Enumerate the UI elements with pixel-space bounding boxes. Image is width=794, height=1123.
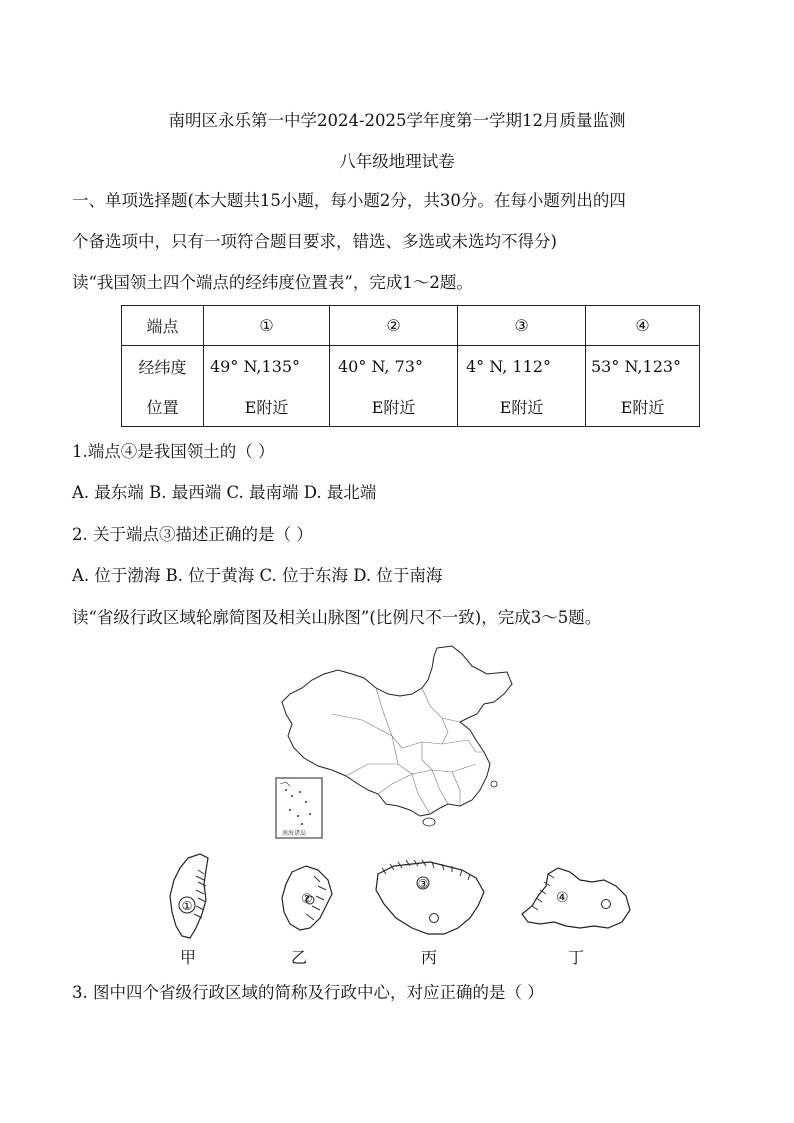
table-header-row bbox=[122, 306, 700, 346]
province-label-jia: 甲 bbox=[180, 948, 197, 967]
marker-3: ③ bbox=[417, 877, 429, 891]
table-cell: E附近 bbox=[204, 386, 330, 427]
marker-4: ④ bbox=[556, 890, 569, 906]
table-header-cell: ④ bbox=[586, 306, 700, 346]
question-1-options: A. 最东端 B. 最西端 C. 最南端 D. 最北端 bbox=[72, 483, 377, 502]
province-ding-outline bbox=[518, 862, 636, 936]
table-cell: 49° N,135° bbox=[204, 346, 330, 387]
inset-label: 南海诸岛 bbox=[282, 830, 307, 837]
table-header-cell: ③ bbox=[458, 306, 586, 346]
province-label-yi: 乙 bbox=[291, 948, 308, 967]
china-outline-map bbox=[272, 644, 522, 844]
table-cell: 53° N,123° bbox=[586, 346, 700, 387]
province-jia-outline bbox=[160, 850, 220, 942]
question-intro-2: 读“省级行政区域轮廓简图及相关山脉图”(比例尺不一致)，完成3～5题。 bbox=[72, 608, 602, 627]
row-label: 位置 bbox=[122, 386, 204, 427]
question-2-options: A. 位于渤海 B. 位于黄海 C. 位于东海 D. 位于南海 bbox=[72, 566, 443, 585]
province-label-ding: 丁 bbox=[568, 948, 585, 967]
exam-subtitle: 八年级地理试卷 bbox=[339, 152, 455, 171]
province-label-bing: 丙 bbox=[421, 948, 438, 967]
table-header-cell: ① bbox=[204, 306, 330, 346]
exam-title: 南明区永乐第一中学2024-2025学年度第一学期12月质量监测 bbox=[168, 111, 626, 130]
table-cell: 40° N, 73° bbox=[330, 346, 458, 387]
extreme-points-table bbox=[121, 305, 700, 427]
table-header-cell: 端点 bbox=[122, 306, 204, 346]
province-bing-outline bbox=[372, 858, 490, 942]
section-instructions-line1: 一、单项选择题(本大题共15小题，每小题2分，共30分。在每小题列出的四 bbox=[72, 191, 626, 210]
row-label: 经纬度 bbox=[122, 346, 204, 387]
marker-2: ② bbox=[301, 892, 313, 907]
table-row bbox=[122, 346, 700, 387]
question-3-stem: 3. 图中四个省级行政区域的简称及行政中心，对应正确的是（ ） bbox=[72, 983, 544, 1002]
question-1-stem: 1.端点④是我国领土的（ ） bbox=[72, 442, 275, 461]
marker-1: ① bbox=[181, 899, 193, 913]
table-cell: E附近 bbox=[586, 386, 700, 427]
table-cell: E附近 bbox=[330, 386, 458, 427]
table-cell: E附近 bbox=[458, 386, 586, 427]
table-header-cell: ② bbox=[330, 306, 458, 346]
question-2-stem: 2. 关于端点③描述正确的是（ ） bbox=[72, 525, 313, 544]
table-cell: 4° N, 112° bbox=[458, 346, 586, 387]
table-row bbox=[122, 386, 700, 427]
question-intro-1: 读“我国领土四个端点的经纬度位置表”，完成1～2题。 bbox=[72, 273, 473, 292]
section-instructions-line2: 个备选项中，只有一项符合题目要求，错选、多选或未选均不得分) bbox=[72, 232, 557, 251]
